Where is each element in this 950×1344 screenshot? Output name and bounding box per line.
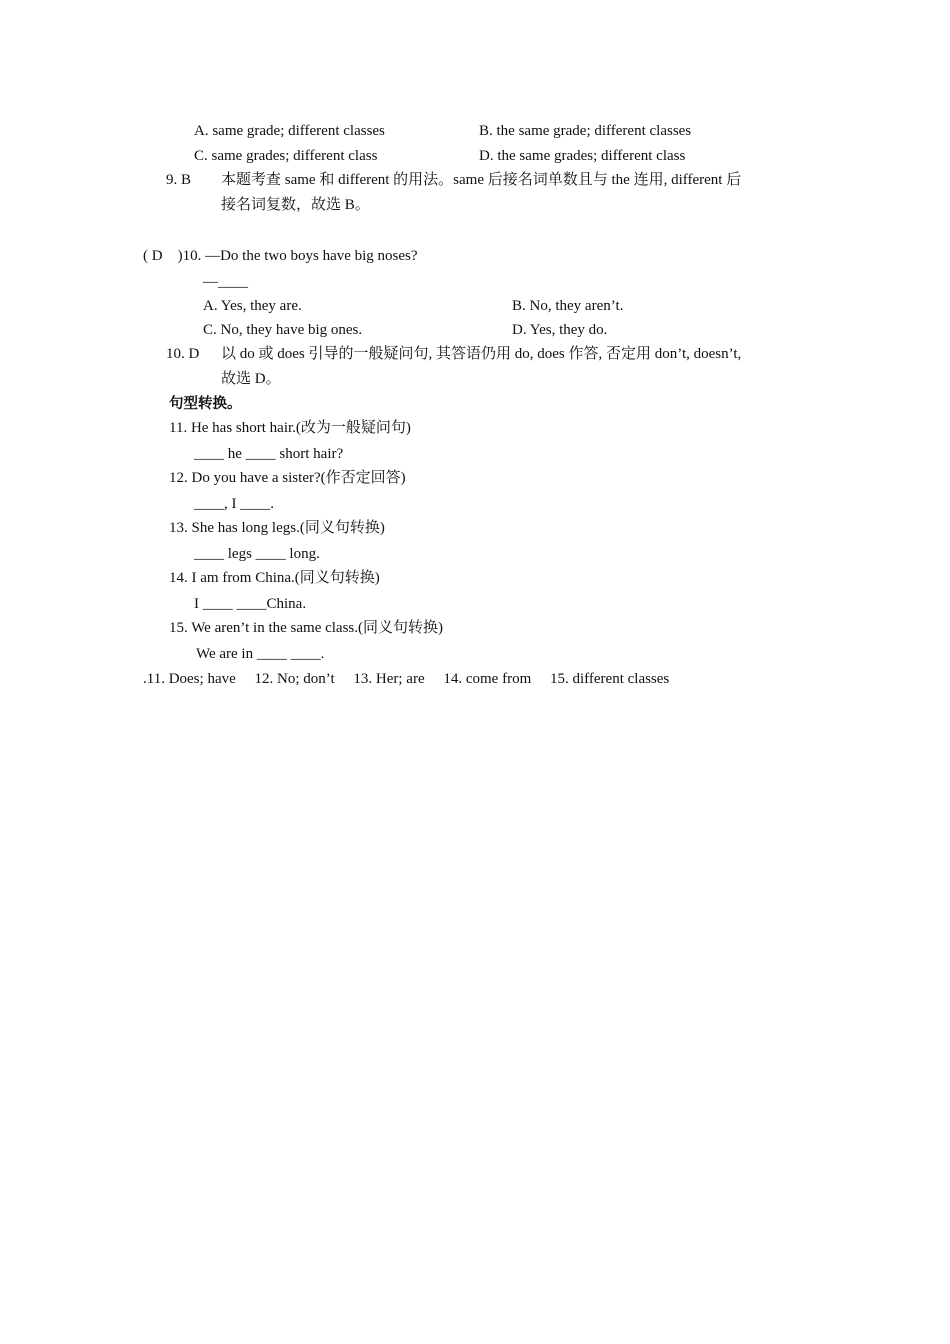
q9-explanation-line-1: 本题考查 same 和 different 的用法。same 后接名词单数且与 the 连用, different 后: [221, 172, 742, 188]
answers-line: .11. Does; have 12. No; don’t 13. Her; are 14. come from 15. different classes: [143, 671, 670, 687]
item-14-answer: I ____ ____China.: [194, 596, 307, 612]
item-12-question: 12. Do you have a sister?(作否定回答): [169, 470, 406, 486]
q9-answer-label: 9. B: [166, 172, 192, 188]
item-15-answer: We are in ____ ____.: [196, 646, 325, 662]
q10-explanation-line-2: 故选 D。: [221, 371, 281, 387]
q9-option-d: D. the same grades; different class: [479, 148, 686, 164]
item-15-question: 15. We aren’t in the same class.(同义句转换): [169, 620, 444, 636]
q9-option-b: B. the same grade; different classes: [479, 123, 692, 139]
q10-option-a: A. Yes, they are.: [203, 298, 302, 314]
item-11-question: 11. He has short hair.(改为一般疑问句): [169, 420, 411, 436]
q10-answer-label: 10. D: [166, 346, 200, 362]
q10-blank: —____: [203, 274, 248, 290]
item-13-question: 13. She has long legs.(同义句转换): [169, 520, 385, 536]
q10-option-c: C. No, they have big ones.: [203, 322, 363, 338]
q10-option-d: D. Yes, they do.: [512, 322, 608, 338]
section-title: 句型转换。: [169, 396, 242, 412]
item-14-question: 14. I am from China.(同义句转换): [169, 570, 380, 586]
q10-option-b: B. No, they aren’t.: [512, 298, 624, 314]
item-12-answer: ____, I ____.: [194, 496, 274, 512]
q10-question: ( D )10. —Do the two boys have big noses?: [143, 248, 418, 264]
q9-option-a: A. same grade; different classes: [194, 123, 385, 139]
q10-explanation-line-1: 以 do 或 does 引导的一般疑问句, 其答语仍用 do, does 作答, 否定用 don’t, doesn’t,: [221, 346, 742, 362]
q9-explanation-line-2: 接名词复数，故选 B。: [221, 197, 370, 213]
item-13-answer: ____ legs ____ long.: [194, 546, 320, 562]
q9-option-c: C. same grades; different class: [194, 148, 378, 164]
item-11-answer: ____ he ____ short hair?: [194, 446, 344, 462]
